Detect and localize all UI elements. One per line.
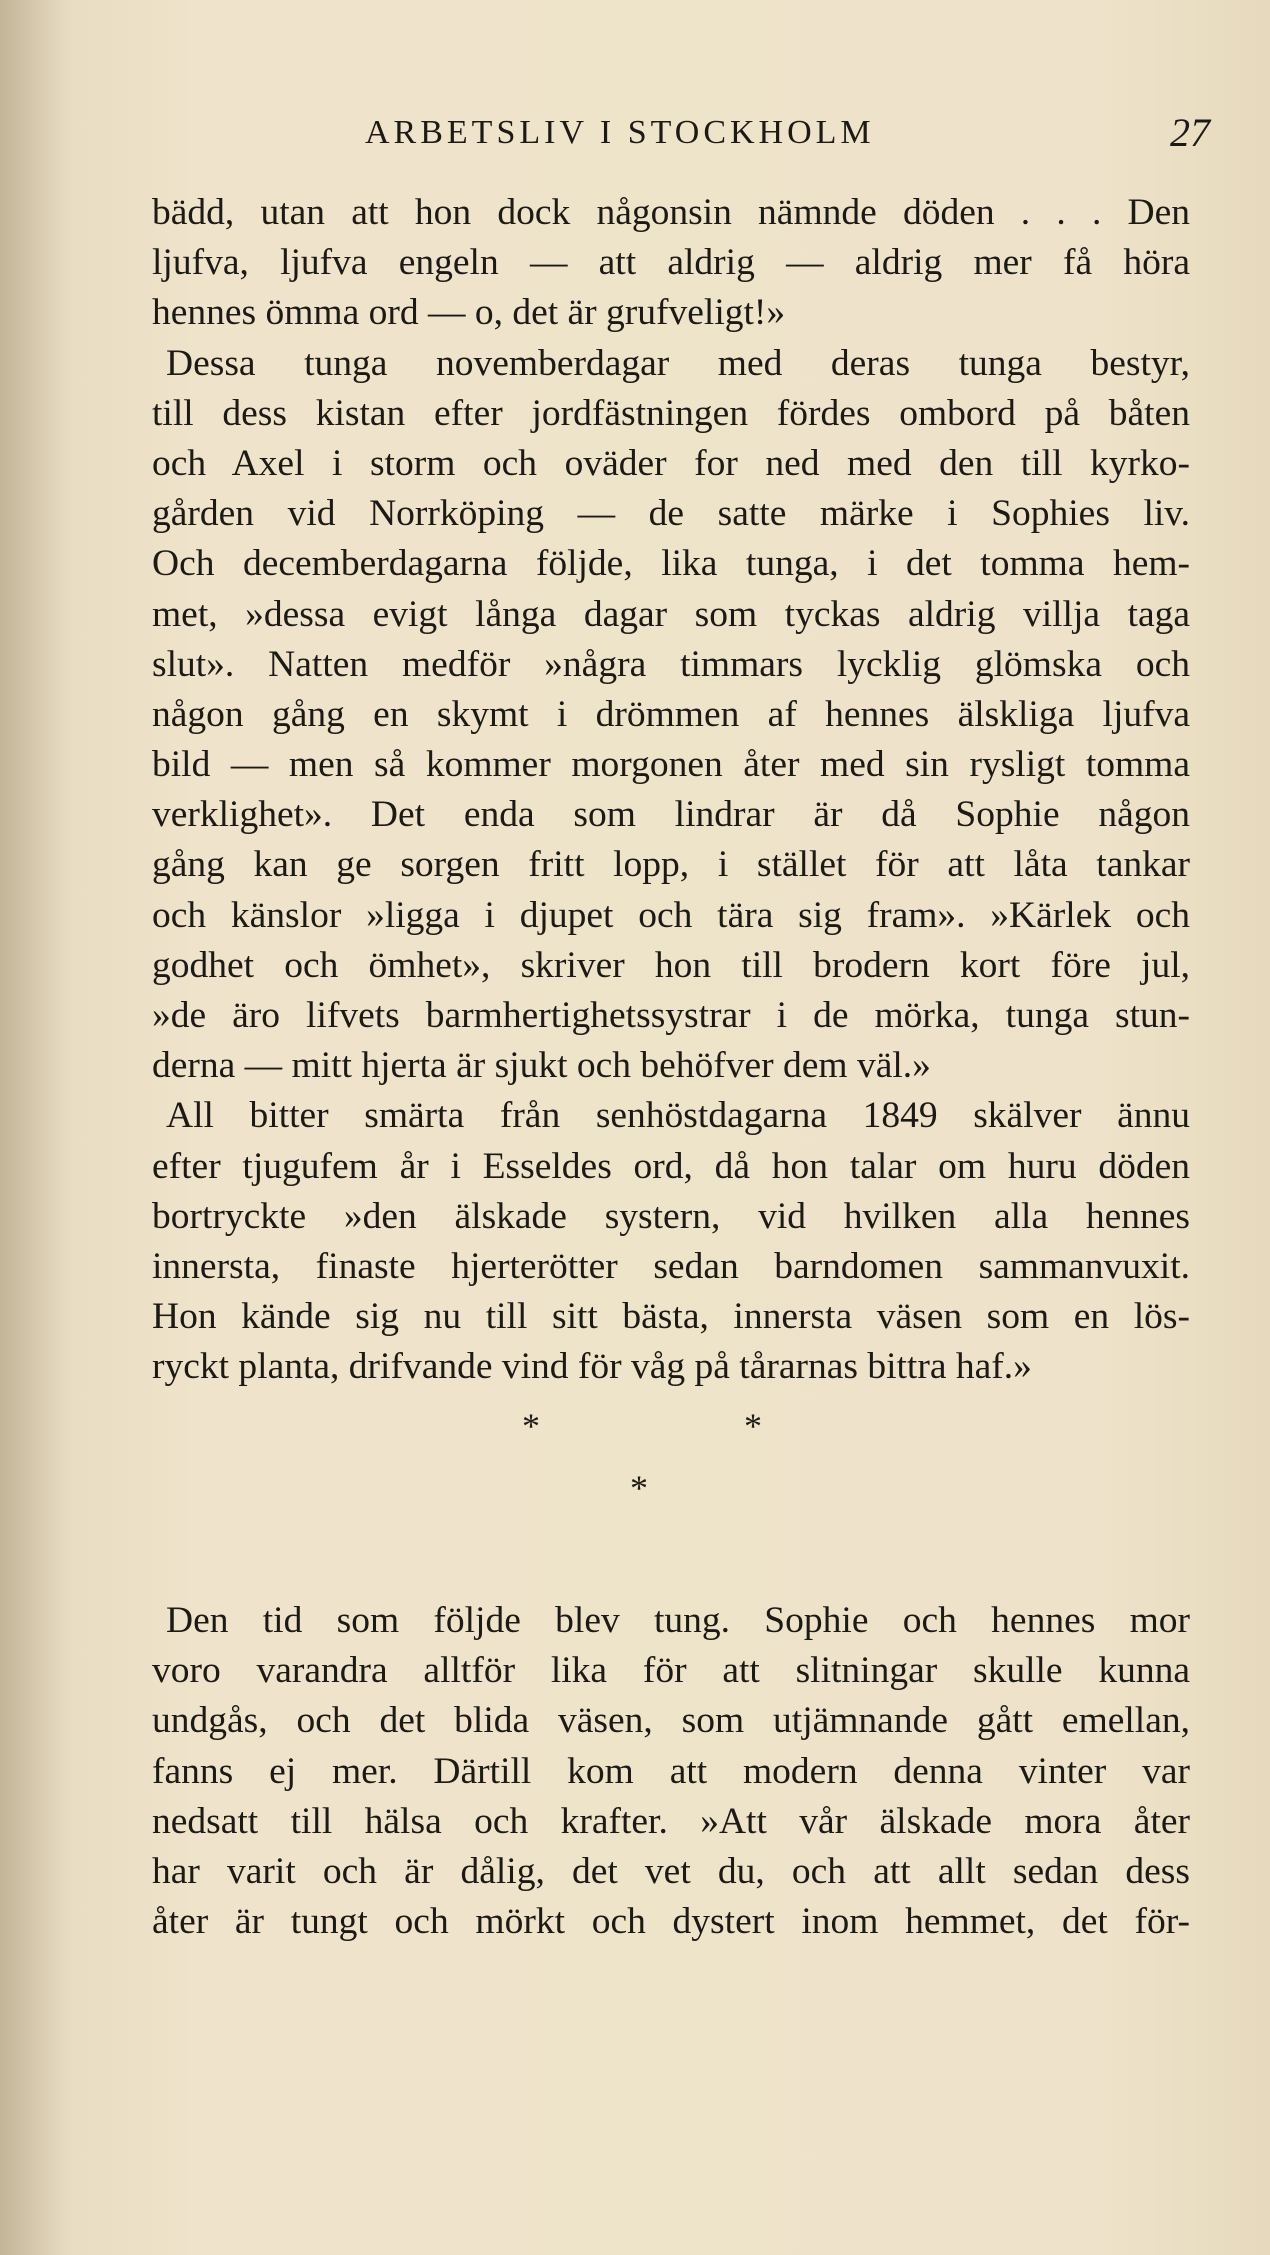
text-line: »de äro lifvets barmhertighetssystrar i de mörka, tunga stun-	[152, 995, 1190, 1036]
text-line: åter är tungt och mörkt och dystert inom hemmet, det för-	[152, 1901, 1190, 1943]
text-line: fanns ej mer. Därtill kom att modern denna vinter var	[152, 1750, 1190, 1792]
text-line: derna — mitt hjerta är sjukt och behöfver dem väl.»	[152, 1045, 931, 1087]
text-line: innersta, finaste hjerterötter sedan barndomen sammanvuxit.	[152, 1245, 1190, 1287]
text-line: Dessa tunga novemberdagar med deras tunga bestyr,	[166, 342, 1190, 384]
text-line: met, »dessa evigt långa dagar som tyckas aldrig villja taga	[152, 593, 1190, 635]
text-line: efter tjugufem år i Esseldes ord, då hon talar om huru döden	[152, 1145, 1190, 1187]
page-number: 27	[1170, 110, 1210, 155]
text-line: Hon kände sig nu till sitt bästa, innersta väsen som en lös-	[152, 1296, 1190, 1338]
text-line: nedsatt till hälsa och krafter. »Att vår älskade mora åter	[152, 1800, 1190, 1842]
main-text-continued	[152, 1596, 1190, 1947]
text-line: undgås, och det blida väsen, som utjämnande gått emellan,	[152, 1700, 1190, 1742]
text-line: och känslor »ligga i djupet och tära sig fram». »Kärlek och	[152, 894, 1190, 936]
text-line: godhet och ömhet», skriver hon till brodern kort före jul,	[152, 944, 1190, 986]
asterisk: *	[522, 1406, 540, 1446]
section-break-asterism	[0, 1405, 1270, 1535]
text-line: hennes ömma ord — o, det är grufveligt!»	[152, 292, 786, 334]
text-line: till dess kistan efter jordfästningen fördes ombord på båten	[152, 392, 1190, 434]
text-line: har varit och är dålig, det vet du, och att allt sedan dess	[152, 1850, 1190, 1892]
text-line: voro varandra alltför lika för att slitningar skulle kunna	[152, 1650, 1190, 1692]
text-line: bortryckte »den älskade systern, vid hvilken alla hennes	[152, 1195, 1190, 1237]
text-line: någon gång en skymt i drömmen af hennes älskliga ljufva	[152, 693, 1190, 735]
text-line: bädd, utan att hon dock någonsin nämnde döden . . . Den	[152, 192, 1190, 233]
running-title: ARBETSLIV I STOCKHOLM	[365, 114, 875, 151]
text-line: All bitter smärta från senhöstdagarna 1849 skälver ännu	[166, 1095, 1190, 1137]
text-line: verklighet». Det enda som lindrar är då Sophie någon	[152, 794, 1190, 836]
running-head	[365, 108, 1210, 158]
text-line: ljufva, ljufva engeln — att aldrig — aldrig mer få höra	[152, 242, 1190, 284]
text-line: bild — men så kommer morgonen åter med sin rysligt tomma	[152, 744, 1190, 786]
binding-shadow	[0, 0, 70, 2255]
asterisk: *	[744, 1406, 762, 1446]
asterisk: *	[630, 1468, 648, 1508]
text-line: och Axel i storm och oväder for ned med den till kyrko-	[152, 442, 1190, 484]
text-line: Den tid som följde blev tung. Sophie och hennes mor	[166, 1600, 1190, 1641]
text-line: Och decemberdagarna följde, lika tunga, i det tomma hem-	[152, 543, 1190, 585]
main-text	[152, 188, 1190, 1393]
text-line: ryckt planta, drifvande vind för våg på tårarnas bittra haf.»	[152, 1346, 1032, 1388]
text-line: gården vid Norrköping — de satte märke i Sophies liv.	[152, 493, 1190, 535]
text-line: slut». Natten medför »några timmars lycklig glömska och	[152, 643, 1190, 685]
text-line: gång kan ge sorgen fritt lopp, i stället för att låta tankar	[152, 844, 1190, 886]
